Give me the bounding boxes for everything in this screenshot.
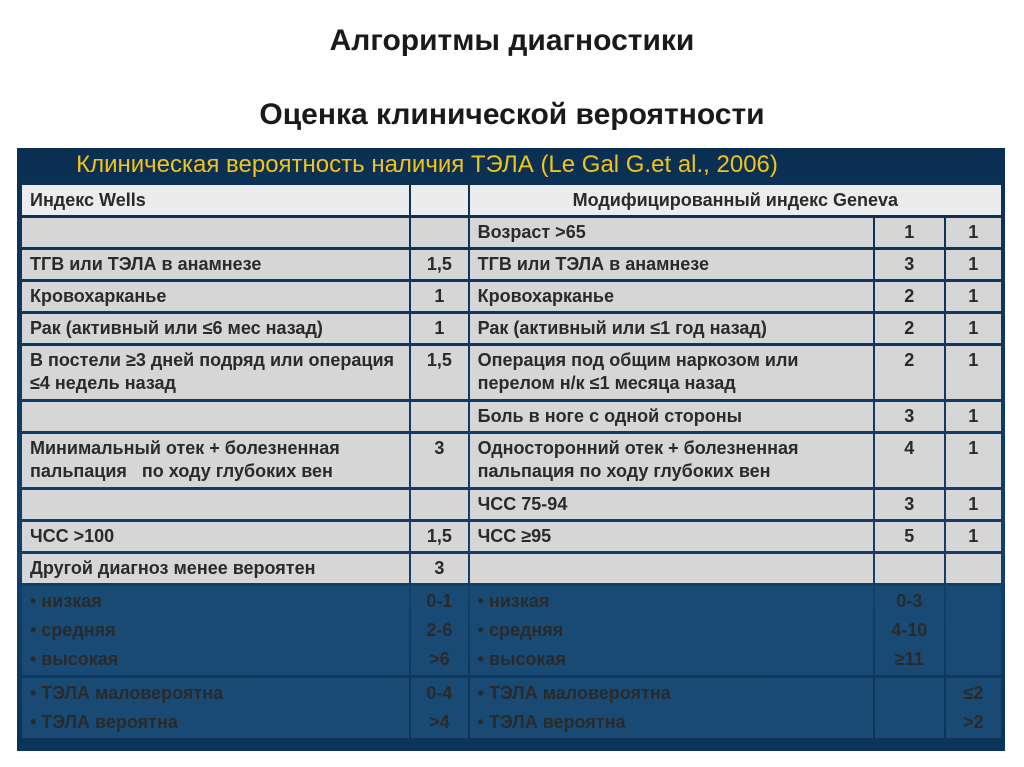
table-row (22, 218, 1001, 247)
geneva-two-level-labels (470, 678, 873, 738)
wells-two-level-values (411, 678, 467, 738)
geneva-score: 4 (875, 434, 944, 487)
geneva-simplified-score: 1 (946, 282, 1001, 311)
wells-criterion: Минимальный отек + болезненная пальпация по ходу глубоких вен (22, 434, 409, 487)
level-value: ≥11 (894, 649, 924, 669)
wells-score: 1,5 (411, 522, 467, 551)
wells-criterion: ЧСС >100 (22, 522, 409, 551)
geneva-criterion: Возраст >65 (470, 218, 873, 247)
level-value: ≤2 (963, 683, 984, 703)
geneva-simplified-score: 1 (946, 402, 1001, 431)
geneva-simplified-score: 1 (946, 522, 1001, 551)
geneva-score: 1 (875, 218, 944, 247)
table-row (22, 490, 1001, 519)
slide-title: Алгоритмы диагностики (329, 24, 695, 57)
wells-criterion: Рак (активный или ≤6 мес назад) (22, 314, 409, 343)
table-row (22, 250, 1001, 279)
wells-criterion (22, 218, 409, 247)
wells-criterion: ТГВ или ТЭЛА в анамнезе (22, 250, 409, 279)
geneva-score (875, 554, 944, 583)
geneva-simplified-two-level-values (946, 678, 1001, 738)
level-value: 2-6 (426, 620, 453, 640)
wells-score: 3 (411, 434, 467, 487)
table-row (22, 554, 1001, 583)
geneva-criterion: Односторонний отек + болезненная пальпация по ходу глубоких вен (470, 434, 873, 487)
geneva-simplified-score: 1 (946, 490, 1001, 519)
geneva-simplified-score: 1 (946, 314, 1001, 343)
level-label: • высокая (30, 649, 119, 669)
score-table-panel (17, 148, 1005, 751)
geneva-simplified-three-level-empty (946, 586, 1001, 675)
geneva-three-level-values (875, 586, 944, 675)
geneva-simplified-score: 1 (946, 346, 1001, 399)
geneva-criterion (470, 554, 873, 583)
wells-score: 1,5 (411, 346, 467, 399)
level-value: 0-4 (426, 683, 453, 703)
level-label: • низкая (30, 591, 102, 611)
wells-score (411, 218, 467, 247)
level-label: • ТЭЛА маловероятна (30, 683, 224, 703)
level-value: 4-10 (891, 620, 928, 640)
geneva-score: 3 (875, 250, 944, 279)
wells-score: 1 (411, 314, 467, 343)
level-label: • ТЭЛА маловероятна (477, 683, 671, 703)
wells-criterion: В постели ≥3 дней подряд или операция ≤4 недель назад (22, 346, 409, 399)
wells-criterion (22, 490, 409, 519)
geneva-three-level-labels (470, 586, 873, 675)
wells-score (411, 490, 467, 519)
geneva-simplified-score: 1 (946, 250, 1001, 279)
level-value: >4 (429, 712, 450, 732)
wells-score: 3 (411, 554, 467, 583)
level-value: >2 (962, 712, 984, 732)
wells-two-level-labels (22, 678, 409, 738)
geneva-criterion: ТГВ или ТЭЛА в анамнезе (470, 250, 873, 279)
geneva-simplified-score: 1 (946, 434, 1001, 487)
header-geneva: Модифицированный индекс Geneva (470, 185, 1001, 215)
wells-score (411, 402, 467, 431)
geneva-simplified-score: 1 (946, 218, 1001, 247)
wells-three-level-values (411, 586, 467, 675)
level-value: 0-1 (426, 591, 453, 611)
table-row (22, 314, 1001, 343)
level-label: • низкая (477, 591, 550, 611)
geneva-criterion: Рак (активный или ≤1 год назад) (470, 314, 873, 343)
table-header-row (22, 185, 1001, 215)
wells-three-level-labels (22, 586, 409, 675)
geneva-criterion: Кровохарканье (470, 282, 873, 311)
table-row (22, 434, 1001, 487)
geneva-simplified-score (946, 554, 1001, 583)
table-row (22, 522, 1001, 551)
table-caption: Клиническая вероятность наличия ТЭЛА (Le Gal G.et al., 2006) (76, 151, 778, 178)
level-label: • ТЭЛА вероятна (30, 712, 178, 732)
geneva-two-level-empty (875, 678, 944, 738)
geneva-score: 5 (875, 522, 944, 551)
geneva-criterion: Операция под общим наркозом или перелом н/к ≤1 месяца назад (470, 346, 873, 399)
two-level-probability-row (22, 678, 1001, 738)
level-label: • ТЭЛА вероятна (477, 712, 626, 732)
wells-score: 1 (411, 282, 467, 311)
geneva-criterion: ЧСС 75-94 (470, 490, 873, 519)
geneva-score: 3 (875, 490, 944, 519)
geneva-score: 3 (875, 402, 944, 431)
wells-criterion: Кровохарканье (22, 282, 409, 311)
header-wells: Индекс Wells (22, 185, 409, 215)
three-level-probability-row (22, 586, 1001, 675)
wells-criterion (22, 402, 409, 431)
table-row (22, 402, 1001, 431)
level-value: >6 (429, 649, 450, 669)
score-table (20, 182, 1003, 741)
geneva-criterion: Боль в ноге с одной стороны (470, 402, 873, 431)
level-label: • средняя (477, 620, 564, 640)
geneva-score: 2 (875, 282, 944, 311)
geneva-criterion: ЧСС ≥95 (470, 522, 873, 551)
table-row (22, 346, 1001, 399)
level-label: • высокая (477, 649, 566, 669)
wells-score: 1,5 (411, 250, 467, 279)
wells-criterion: Другой диагноз менее вероятен (22, 554, 409, 583)
slide-subtitle: Оценка клинической вероятности (259, 98, 765, 131)
level-label: • средняя (30, 620, 116, 640)
table-row (22, 282, 1001, 311)
level-value: 0-3 (896, 591, 923, 611)
geneva-score: 2 (875, 346, 944, 399)
geneva-score: 2 (875, 314, 944, 343)
